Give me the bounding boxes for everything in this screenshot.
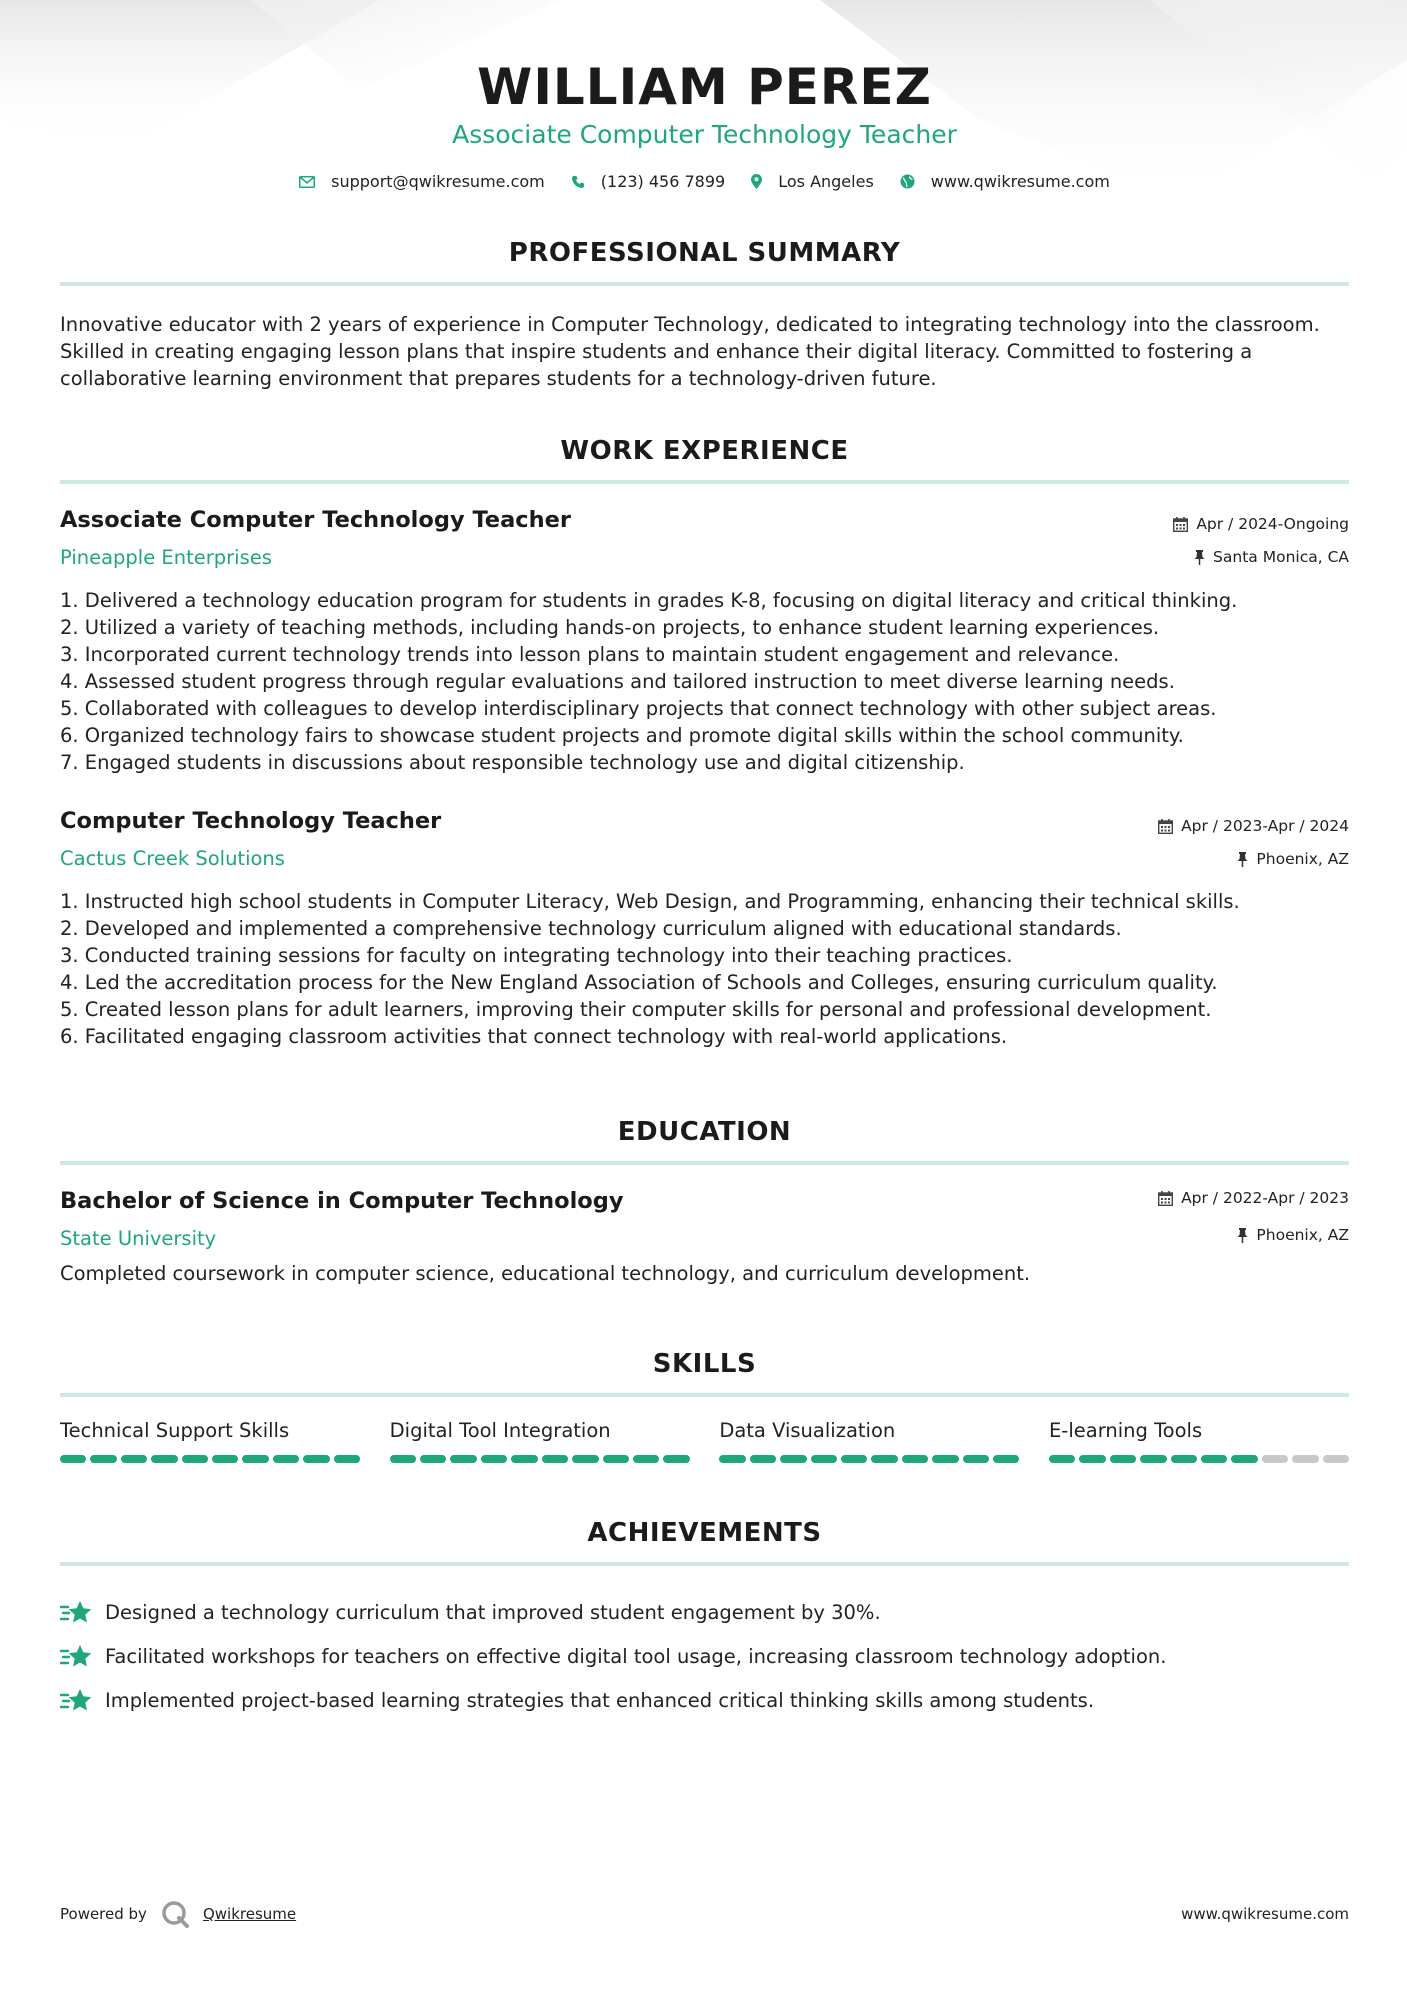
education-degree: Bachelor of Science in Computer Technology	[60, 1188, 624, 1214]
website-text: www.qwikresume.com	[930, 172, 1110, 191]
skill-segment-filled	[572, 1455, 598, 1463]
list-item	[60, 1634, 1349, 1678]
skill-segment-filled	[390, 1455, 416, 1463]
pushpin-icon	[1194, 550, 1205, 565]
skill-segment-filled	[511, 1455, 537, 1463]
list-item: 4. Led the accreditation process for the New England Association of Schools and Colleges, ensuring curriculum quality.	[60, 971, 1218, 994]
list-item: 4. Assessed student progress through regular evaluations and tailored instruction to meet diverse learning needs.	[60, 670, 1175, 693]
list-item: 6. Facilitated engaging classroom activities that connect technology with real-world applications.	[60, 1025, 1008, 1048]
star-icon	[60, 1687, 93, 1713]
list-item: 6. Organized technology fairs to showcase student projects and promote digital skills within the school community.	[60, 724, 1184, 747]
education-description: Completed coursework in computer science, educational technology, and curriculum development.	[60, 1262, 1031, 1285]
list-item: 2. Utilized a variety of teaching methods, including hands-on projects, to enhance student learning experiences.	[60, 616, 1160, 639]
skills-grid	[60, 1419, 1349, 1463]
achievements-list	[60, 1590, 1349, 1722]
job-location-text: Phoenix, AZ	[1256, 850, 1349, 868]
section-heading-achievements: ACHIEVEMENTS	[587, 1518, 822, 1548]
skill-segment-filled	[871, 1455, 897, 1463]
contact-bar	[60, 172, 1349, 191]
education-dates-text: Apr / 2022-Apr / 2023	[1181, 1189, 1349, 1207]
job-location	[1237, 850, 1349, 868]
skill-item	[60, 1419, 360, 1463]
skill-segment-filled	[334, 1455, 360, 1463]
calendar-icon	[1158, 819, 1173, 834]
skill-segment-filled	[481, 1455, 507, 1463]
phone-text: (123) 456 7899	[600, 172, 726, 191]
skill-name: E-learning Tools	[1048, 1419, 1203, 1442]
job-responsibilities	[60, 587, 1349, 776]
powered-by	[60, 1900, 296, 1928]
skill-segment-empty	[1292, 1455, 1318, 1463]
job-title: Computer Technology Teacher	[60, 808, 442, 834]
education-school: State University	[60, 1227, 217, 1250]
job-title: Associate Computer Technology Teacher	[60, 507, 571, 533]
skill-segment-filled	[603, 1455, 629, 1463]
skill-segment-filled	[1171, 1455, 1197, 1463]
skill-segment-filled	[151, 1455, 177, 1463]
skill-segment-filled	[542, 1455, 568, 1463]
list-item: 2. Developed and implemented a comprehensive technology curriculum aligned with educational standards.	[60, 917, 1122, 940]
skill-level-bar	[1049, 1455, 1349, 1463]
contact-location	[751, 172, 874, 191]
globe-icon	[900, 174, 915, 189]
skill-segment-filled	[90, 1455, 116, 1463]
job-company: Pineapple Enterprises	[60, 546, 272, 569]
skill-segment-filled	[780, 1455, 806, 1463]
job-dates-text: Apr / 2024-Ongoing	[1196, 515, 1349, 533]
list-item	[60, 1678, 1349, 1722]
section-divider	[60, 480, 1349, 484]
section-divider	[60, 1562, 1349, 1566]
list-item: 5. Created lesson plans for adult learners, improving their computer skills for personal and professional development.	[60, 998, 1212, 1021]
qwikresume-logo-icon	[161, 1900, 189, 1928]
section-heading-education: EDUCATION	[617, 1117, 792, 1147]
job-responsibilities	[60, 888, 1349, 1050]
candidate-title: Associate Computer Technology Teacher	[452, 120, 957, 149]
skill-name: Technical Support Skills	[60, 1419, 290, 1442]
skill-segment-empty	[1323, 1455, 1349, 1463]
list-item: 7. Engaged students in discussions about responsible technology use and digital citizenship.	[60, 751, 965, 774]
section-divider	[60, 282, 1349, 286]
skill-item	[719, 1419, 1019, 1463]
skill-level-bar	[719, 1455, 1019, 1463]
pushpin-icon	[1237, 1228, 1248, 1243]
section-heading-skills: SKILLS	[652, 1349, 757, 1379]
list-item: 3. Incorporated current technology trends into lesson plans to maintain student engagement and relevance.	[60, 643, 1120, 666]
skill-segment-filled	[242, 1455, 268, 1463]
skill-segment-filled	[1079, 1455, 1105, 1463]
achievement-text: Facilitated workshops for teachers on effective digital tool usage, increasing classroom technology adoption.	[105, 1644, 1167, 1668]
skill-segment-filled	[811, 1455, 837, 1463]
section-heading-experience: WORK EXPERIENCE	[560, 436, 849, 466]
contact-website[interactable]	[900, 172, 1110, 191]
skill-name: Digital Tool Integration	[389, 1419, 611, 1442]
skill-level-bar	[390, 1455, 690, 1463]
email-text: support@qwikresume.com	[331, 172, 545, 191]
job-location	[1194, 548, 1349, 566]
skill-segment-filled	[932, 1455, 958, 1463]
skill-segment-filled	[993, 1455, 1019, 1463]
pushpin-icon	[1237, 852, 1248, 867]
skill-segment-empty	[1262, 1455, 1288, 1463]
skill-segment-filled	[1201, 1455, 1227, 1463]
skill-name: Data Visualization	[719, 1419, 896, 1442]
list-item: 1. Instructed high school students in Computer Literacy, Web Design, and Programming, enhancing their technical skills.	[60, 890, 1240, 913]
skill-segment-filled	[1049, 1455, 1075, 1463]
skill-segment-filled	[1231, 1455, 1257, 1463]
skill-segment-filled	[121, 1455, 147, 1463]
skill-segment-filled	[663, 1455, 689, 1463]
map-pin-icon	[751, 174, 762, 189]
powered-by-label: Powered by	[60, 1905, 147, 1923]
skill-segment-filled	[750, 1455, 776, 1463]
contact-phone[interactable]	[571, 172, 725, 191]
education-location-text: Phoenix, AZ	[1256, 1226, 1349, 1244]
section-divider	[60, 1393, 1349, 1397]
skill-segment-filled	[182, 1455, 208, 1463]
envelope-icon	[299, 176, 315, 188]
job-dates	[1158, 817, 1349, 835]
job-dates-text: Apr / 2023-Apr / 2024	[1181, 817, 1349, 835]
skill-segment-filled	[1110, 1455, 1136, 1463]
section-heading-summary: PROFESSIONAL SUMMARY	[508, 238, 901, 268]
skill-segment-filled	[902, 1455, 928, 1463]
location-text: Los Angeles	[778, 172, 874, 191]
list-item: 3. Conducted training sessions for faculty on integrating technology into their teaching practices.	[60, 944, 1013, 967]
skill-segment-filled	[60, 1455, 86, 1463]
achievement-text: Implemented project-based learning strategies that enhanced critical thinking skills among students.	[105, 1688, 1095, 1712]
brand-link[interactable]: Qwikresume	[202, 1905, 297, 1923]
skill-segment-filled	[303, 1455, 329, 1463]
skill-segment-filled	[1140, 1455, 1166, 1463]
skill-level-bar	[60, 1455, 360, 1463]
footer-website[interactable]: www.qwikresume.com	[1181, 1905, 1349, 1923]
job-location-text: Santa Monica, CA	[1213, 548, 1349, 566]
star-icon	[60, 1643, 93, 1669]
footer	[60, 1900, 1349, 1928]
skill-segment-filled	[420, 1455, 446, 1463]
skill-segment-filled	[963, 1455, 989, 1463]
star-icon	[60, 1599, 93, 1625]
job-company: Cactus Creek Solutions	[60, 847, 285, 870]
list-item: 5. Collaborated with colleagues to develop interdisciplinary projects that connect technology with other subject areas.	[60, 697, 1217, 720]
section-divider	[60, 1161, 1349, 1165]
education-location	[1237, 1226, 1349, 1244]
skill-segment-filled	[719, 1455, 745, 1463]
contact-email[interactable]	[299, 172, 545, 191]
candidate-name: WILLIAM PEREZ	[477, 58, 932, 116]
skill-item	[390, 1419, 690, 1463]
education-dates	[1158, 1189, 1349, 1207]
skill-segment-filled	[841, 1455, 867, 1463]
job-dates	[1173, 515, 1349, 533]
calendar-icon	[1173, 517, 1188, 532]
skill-item	[1049, 1419, 1349, 1463]
list-item: 1. Delivered a technology education program for students in grades K-8, focusing on digital literacy and critical thinking.	[60, 589, 1238, 612]
skill-segment-filled	[450, 1455, 476, 1463]
phone-icon	[571, 175, 585, 189]
list-item	[60, 1590, 1349, 1634]
calendar-icon	[1158, 1191, 1173, 1206]
skill-segment-filled	[633, 1455, 659, 1463]
summary-text: Innovative educator with 2 years of experience in Computer Technology, dedicated to integrating technology into the classroom. Skilled in creating engaging lesson plans that inspire students and enhance their digital literacy. Committed to fostering a collaborative learning environment that prepares students for a technology-driven future.	[60, 313, 1320, 390]
skill-segment-filled	[273, 1455, 299, 1463]
skill-segment-filled	[212, 1455, 238, 1463]
achievement-text: Designed a technology curriculum that improved student engagement by 30%.	[105, 1600, 881, 1624]
